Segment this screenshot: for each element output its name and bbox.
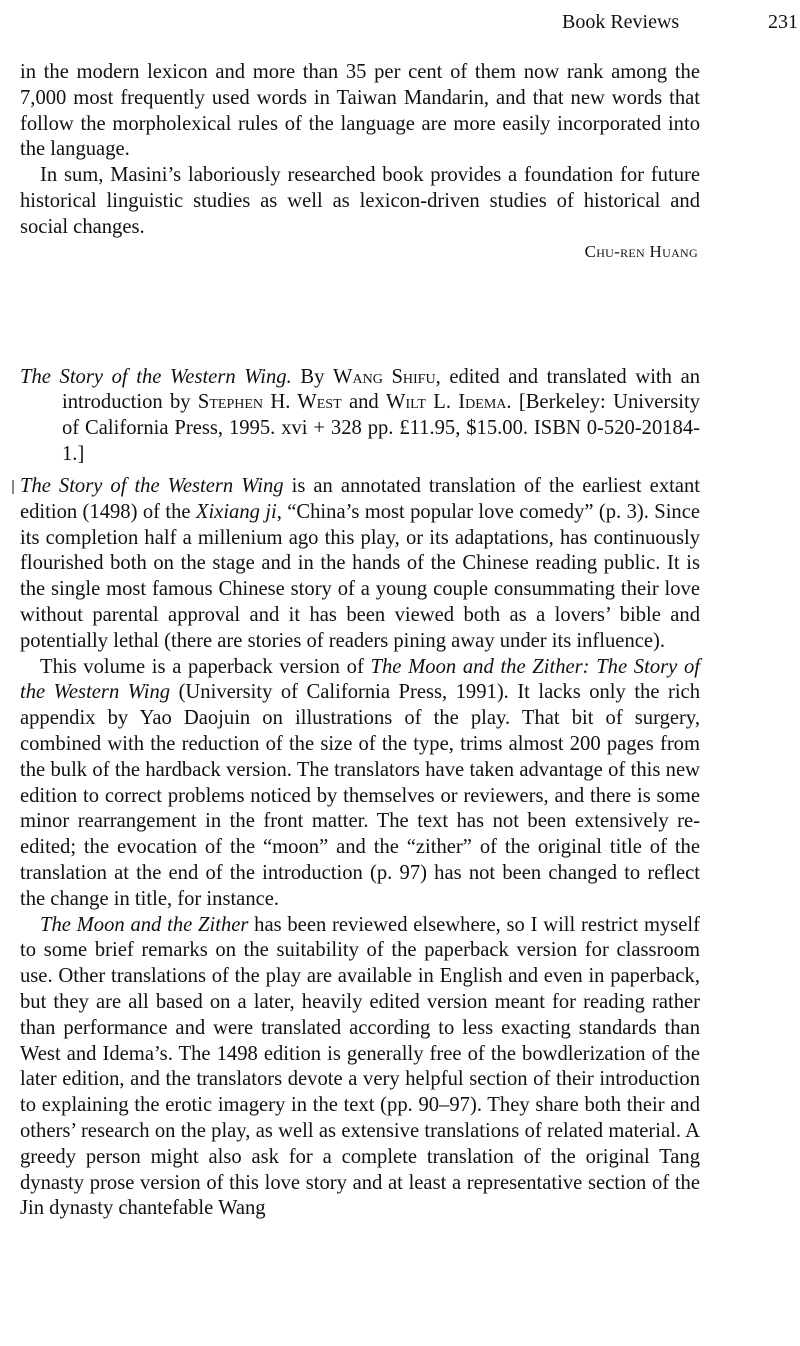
paragraph-text: This volume is a paperback version of: [40, 655, 371, 678]
inline-title: The Story of the Western Wing: [20, 475, 284, 497]
citation-text: and: [341, 391, 387, 414]
book-citation: [20, 344, 700, 488]
inline-title: Xixiang ji: [195, 500, 277, 523]
reviewer-signature: Chu-ren Huang: [584, 242, 698, 261]
review-1-paragraph: In sum, Masini’s laboriously researched book provides a foundation for future historical linguistic studies as well as lexicon-driven studies of historical and social changes.: [20, 164, 700, 238]
citation-book-title: The Story of the Western Wing.: [20, 365, 292, 388]
inline-title: The Moon and the Zither: The Story of the Western Wing: [20, 655, 700, 704]
paragraph-text: has been reviewed elsewhere, so I will restrict myself to some brief remarks on the suitability of the paperback version for classroom use. Other translations of the play are available in English and even in paperback, but they are all based on a later, heavily edited version meant for reading rather than performance and were translated according to less exacting standards than West and Idema’s. The 1498 edition is generally free of the bowdlerization of the later edition, and the translators devote a very helpful section of their introduction to explaining the erotic imagery in the text (pp. 90–97). They share both their and others’ research on the play, as well as extensive translations of related material. A greedy person might also ask for a complete translation of the original Tang dynasty prose version of this love story and at least a representative section of the Jin dynasty chantefable Wang: [20, 913, 700, 1220]
review-1-paragraph: in the modern lexicon and more than 35 per cent of them now rank among the 7,000 most frequently used words in Taiwan Mandarin, and that new words that follow the morpholexical rules of the language are more easily incorporated into the language.: [20, 61, 700, 161]
paragraph-text: is an annotated translation of the earliest extant edition (1498) of the: [20, 475, 700, 523]
review-2-paragraph: [20, 474, 700, 655]
review-2-paragraph: [20, 655, 700, 913]
review-2-paragraph: [20, 913, 700, 1223]
citation-details: . [Berkeley: University of California Press, 1995. xvi + 328 pp. £11.95, $15.00. ISBN 0-520-20184-1.]: [62, 391, 701, 465]
review-1-body: [20, 60, 700, 241]
review-2-body: [20, 474, 700, 1222]
citation-text: By: [291, 365, 334, 388]
running-head: [0, 8, 800, 36]
running-title: Book Reviews: [562, 11, 680, 33]
citation-text: , edited and translated with an introduction by: [62, 365, 701, 414]
citation-translator: Stephen H. West: [197, 391, 342, 414]
inline-title: The Moon and the Zither: [40, 913, 249, 936]
citation-author: Wang Shifu: [333, 365, 436, 388]
citation-translator: Wilt L. Idema: [386, 391, 507, 414]
paragraph-text: , “China’s most popular love comedy” (p. 3). Since its completion half a millenium ago this play, or its adaptations, has continuously flourished both on the stage and in the hands of the Chinese reading public. It is the single most famous Chinese story of a young couple consummating their love without parental approval and it has been viewed both as a lovers’ bible and potentially lethal (there are stories of readers pining away under its influence).: [20, 500, 700, 652]
page-number: 231: [768, 11, 798, 33]
margin-mark: [12, 480, 14, 494]
paragraph-text: (University of California Press, 1991). It lacks only the rich appendix by Yao Daojuin on illustrations of the play. That bit of surgery, combined with the reduction of the size of the type, trims almost 200 pages from the bulk of the hardback version. The translators have taken advantage of this new edition to correct problems noticed by themselves or reviewers, and there is some minor rearrangement in the front matter. The text has not been extensively re-edited; the evocation of the “moon” and the “zither” of the original title of the translation at the end of the introduction (p. 97) has not been changed to reflect the change in title, for instance.: [20, 681, 700, 910]
